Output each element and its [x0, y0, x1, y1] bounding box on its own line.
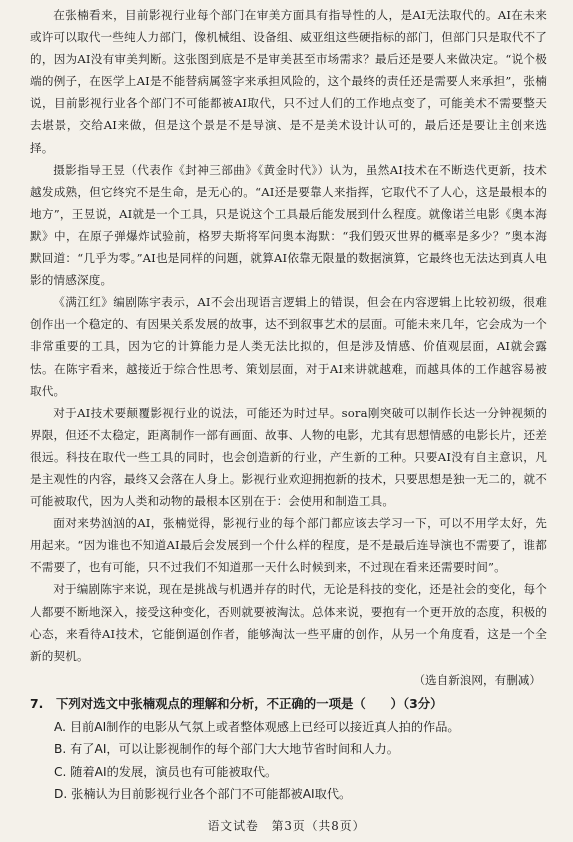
question-stem: [30, 693, 547, 715]
source-citation: （选自新浪网，有删减）: [413, 672, 541, 687]
paragraph-6: 对于编剧陈宇来说，现在是挑战与机遇并存的时代，无论是科技的变化，还是社会的变化，每个人都要不断地深入，接受这种变化，否则就要被淘汰。总体来说，要抱有一个更开放的态度，积极的心态，来看待AI技术，它能倒逼创作者，能够淘汰一些平庸的创作，从另一个角度看，这是一个全新的契机。: [30, 582, 547, 663]
page-footer: 语文试卷 第3页（共8页）: [207, 819, 366, 833]
paragraph-3: 《满江红》编剧陈宇表示，AI不会出现语言逻辑上的错误，但会在内容逻辑上比较初级，很难创作出一个稳定的、有因果关系发展的故事，达不到叙事艺术的层面。可能未来几年，它会成为一个非常重要的工具，因为它的计算能力是人类无法比拟的，但是涉及情感、价值观层面，AI就会露怯。在陈宇看来，越接近于综合性思考、策划层面，对于AI来讲就越难，而越具体的工作越容易被取代。: [30, 295, 547, 398]
paragraph-4: 对于AI技术要颠覆影视行业的说法，可能还为时过早。sora刚突破可以制作长达一分钟视频的界限，但还不太稳定，距离制作一部有画面、故事、人物的电影，尤其有思想情感的电影长片，还差很远。科技在取代一些工具的同时，也会创造新的行业，产生新的工种。只要AI没有自主意识，凡是主观性的内容，最终又会落在人身上。影视行业欢迎拥抱新的技术，只要思想是独一无二的，就不可能被取代，因为人类和动物的最根本区别在于：会使用和制造工具。: [30, 405, 547, 509]
question-number: 7.: [30, 695, 44, 711]
paragraph-2: 摄影指导王昱（代表作《封神三部曲》《黄金时代》）认为，虽然AI技术在不断迭代更新，技术越发成熟，但它终究不是生命，是无心的。“AI还是要靠人来指挥，它取代不了人心，这是最根本的地方”，王昱说，AI就是一个工具，只是说这个工具最后能发展到什么程度。就像诺兰电影《奥本海默》中，在原子弹爆炸试验前，格罗夫斯将军问奥本海默：“我们毁灭世界的概率是多少？”奥本海默回道：“几乎为零。”AI也是同样的问题，就算AI依靠无限量的数据演算，它最终也无法达到真人电影的情感深度。: [30, 162, 547, 288]
option-a: A. 目前AI制作的电影从气氛上或者整体观感上已经可以接近真人拍的作品。: [54, 719, 460, 734]
paragraph-5: 面对来势汹汹的AI，张楠觉得，影视行业的每个部门都应该去学习一下，可以不用学太好，先用起来。“因为谁也不知道AI最后会发展到一个什么样的程度，是不是最后连导演也不需要了，谁都不需要了，也有可能，只不过我们不知道那一天什么时候到来，不过现在看来还需要时间”。: [30, 516, 547, 575]
article-body: [30, 4, 547, 667]
option-c: C. 随着AI的发展，演员也有可能被取代。: [54, 764, 278, 779]
question-text: 下列对选文中张楠观点的理解和分析，不正确的一项是（ ）（3分）: [56, 695, 443, 711]
paragraph-1: 在张楠看来，目前影视行业每个部门在审美方面具有指导性的人，是AI无法取代的。AI在未来或许可以取代一些纯人力部门，像机械组、设备组、威亚组这些硬指标的部门，但部门只是取代不了的，因为AI没有审美判断。这张图到底是不是审美甚至市场需求？最后还是要人来做决定。“说个极端的例子，在医学上AI是不能替病属签字来承担风险的，这个最终的责任还是需要人来承担”，张楠说，目前影视行业各个部门不可能都被AI取代，只不过人们的工作地点变了，可能美术不需要整天去堪景，交给AI来做，但是这个景是不是导演、是不是美术设计认可的，最后还是要让主创来选择。: [30, 8, 547, 155]
option-d: D. 张楠认为目前影视行业各个部门不可能都被AI取代。: [54, 787, 352, 802]
question-7: [30, 693, 547, 806]
option-b: B. 有了AI，可以让影视制作的每个部门大大地节省时间和人力。: [54, 742, 399, 757]
